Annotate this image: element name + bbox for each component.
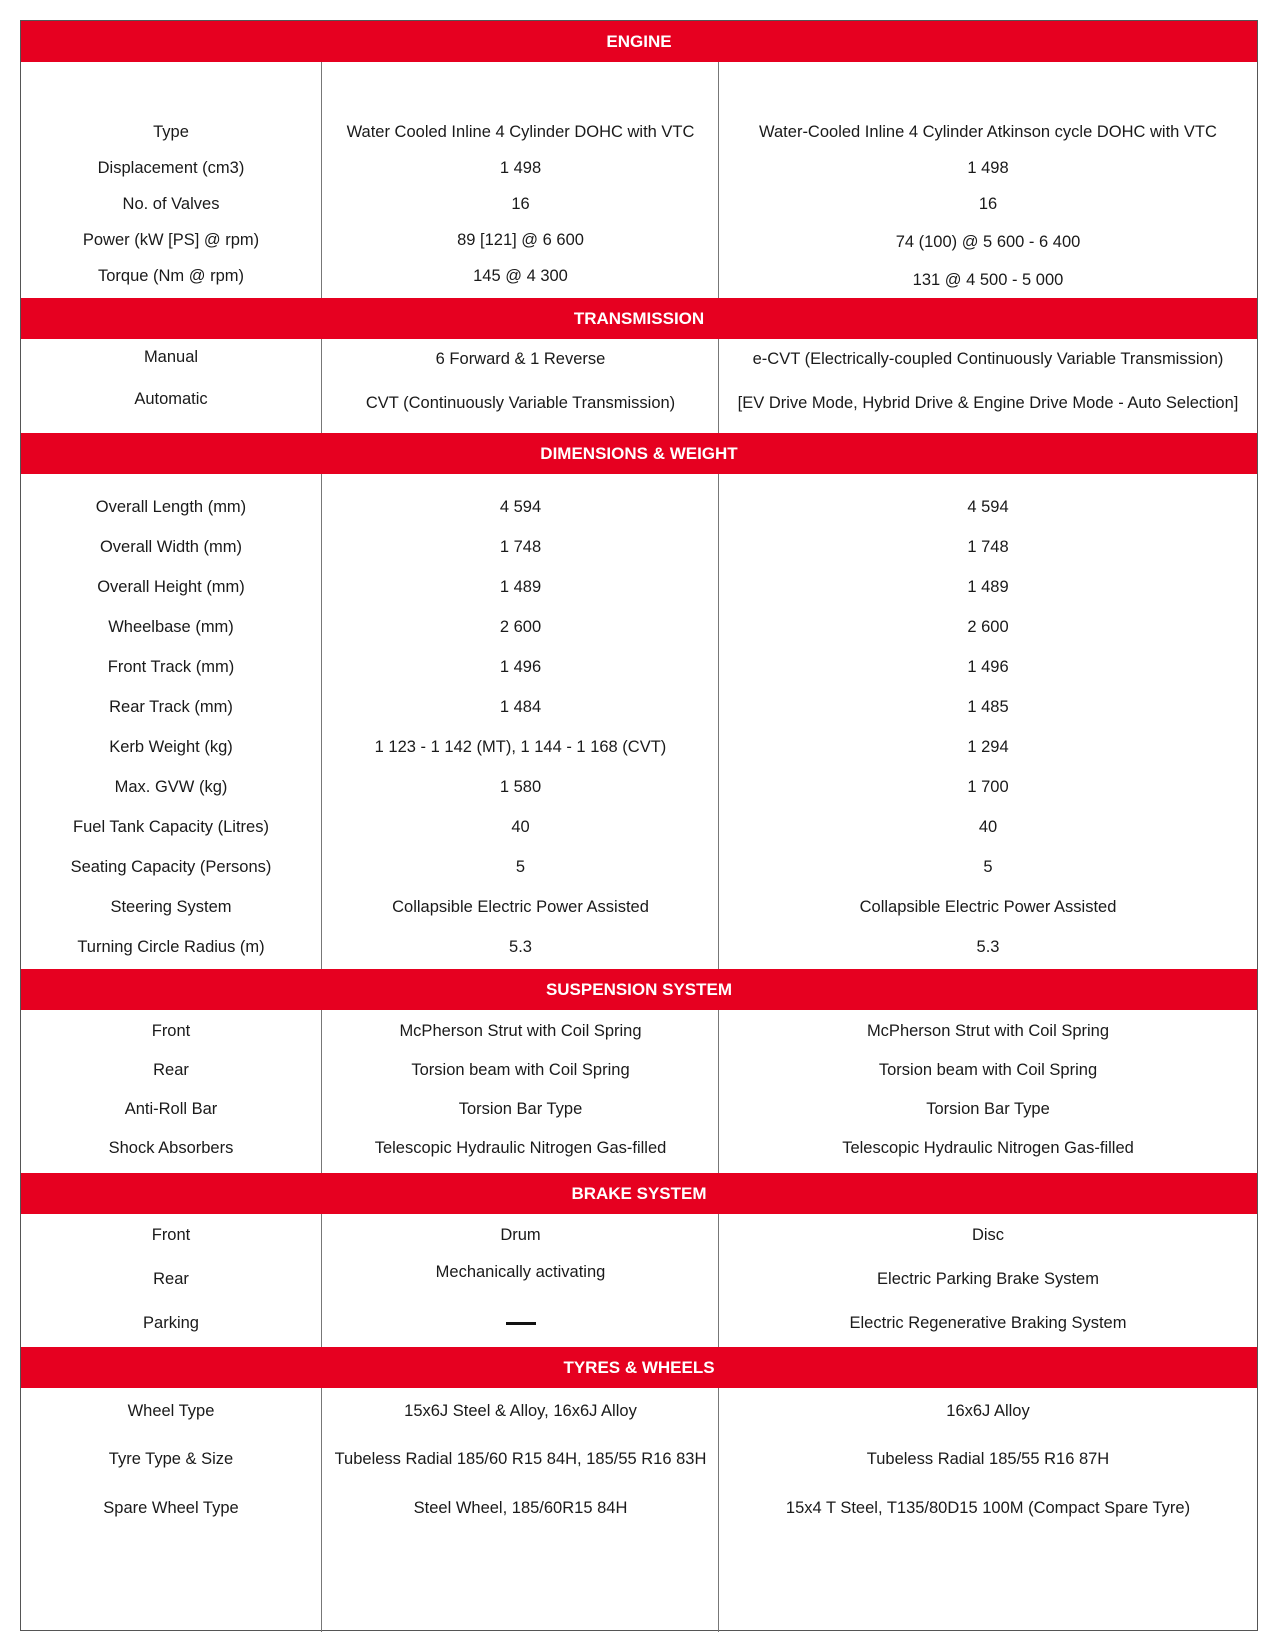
variant-2-value: 4 594 [967, 498, 1009, 516]
column-3 [718, 1214, 1257, 1347]
variant-1-value: Collapsible Electric Power Assisted [392, 898, 649, 916]
section-body-suspension-system [21, 1010, 1257, 1173]
variant-2-value: 1 498 [967, 159, 1009, 177]
column-2 [321, 339, 719, 433]
column-2 [321, 1214, 719, 1347]
variant-2-value: 40 [978, 818, 998, 836]
variant-2-value: Torsion beam with Coil Spring [878, 1061, 1098, 1079]
variant-1-value: 40 [511, 818, 530, 836]
section-body-engine [21, 62, 1257, 298]
variant-2-value: e-CVT (Electrically-coupled Continuously Variable Transmission) [752, 350, 1224, 368]
column-3 [718, 1010, 1257, 1173]
spec-label: Manual [143, 348, 199, 366]
column-1 [21, 1388, 321, 1632]
spec-sheet [20, 20, 1258, 1631]
section-body-brake-system [21, 1214, 1257, 1347]
column-1 [21, 62, 321, 298]
section-header-dimensions-weight: DIMENSIONS & WEIGHT [21, 433, 1257, 474]
spec-label: Max. GVW (kg) [114, 778, 228, 796]
variant-1-value: Drum [500, 1226, 541, 1244]
spec-label: Wheel Type [127, 1402, 215, 1420]
spec-label: Type [153, 123, 189, 141]
variant-1-value: 5.3 [509, 938, 532, 956]
variant-2-value: 1 748 [967, 538, 1009, 556]
dash-icon [506, 1322, 536, 1325]
variant-2-value: 1 294 [967, 738, 1009, 756]
spec-label: Parking [143, 1314, 199, 1332]
variant-2-value: 16x6J Alloy [946, 1402, 1030, 1420]
variant-1-value: 4 594 [499, 498, 542, 516]
spec-label: Steering System [110, 898, 232, 916]
column-3 [718, 1388, 1257, 1632]
variant-2-value: Collapsible Electric Power Assisted [859, 898, 1117, 916]
variant-1-value: 1 489 [499, 578, 542, 596]
spec-label: Automatic [134, 390, 208, 408]
variant-1-value: 145 @ 4 300 [473, 267, 568, 285]
variant-2-value: Telescopic Hydraulic Nitrogen Gas-filled [842, 1139, 1134, 1157]
variant-1-value: McPherson Strut with Coil Spring [399, 1022, 642, 1040]
variant-1-value: 1 580 [499, 778, 542, 796]
variant-1-value: Mechanically activating [435, 1263, 606, 1281]
section-header-suspension-system: SUSPENSION SYSTEM [21, 969, 1257, 1010]
spec-label: Rear [153, 1061, 189, 1079]
variant-2-value: [EV Drive Mode, Hybrid Drive & Engine Drive Mode - Auto Selection] [737, 394, 1239, 412]
spec-label: Seating Capacity (Persons) [70, 858, 272, 876]
column-1 [21, 339, 321, 433]
variant-2-value: McPherson Strut with Coil Spring [866, 1022, 1110, 1040]
spec-label: Wheelbase (mm) [108, 618, 234, 636]
not-available-dash [322, 1313, 719, 1333]
variant-1-value: 1 123 - 1 142 (MT), 1 144 - 1 168 (CVT) [374, 738, 667, 756]
spec-label: Power (kW [PS] @ rpm) [82, 231, 260, 249]
variant-1-value: 2 600 [499, 618, 542, 636]
spec-label: Torque (Nm @ rpm) [97, 267, 245, 285]
variant-2-value: Disc [971, 1226, 1005, 1244]
variant-1-value: 1 484 [499, 698, 542, 716]
section-body-transmission [21, 339, 1257, 433]
variant-1-value: Tubeless Radial 185/60 R15 84H, 185/55 R16 83H [334, 1450, 707, 1468]
section-header-brake-system: BRAKE SYSTEM [21, 1173, 1257, 1214]
variant-2-value: 2 600 [967, 618, 1009, 636]
column-1 [21, 474, 321, 969]
variant-1-value: 1 748 [499, 538, 542, 556]
variant-1-value: CVT (Continuously Variable Transmission) [365, 394, 676, 412]
column-3 [718, 62, 1257, 298]
spec-label: Front Track (mm) [107, 658, 235, 676]
spec-label: Front [151, 1022, 191, 1040]
column-1 [21, 1214, 321, 1347]
spec-label: Shock Absorbers [108, 1139, 234, 1157]
variant-1-value: 6 Forward & 1 Reverse [435, 350, 606, 368]
variant-2-value: Tubeless Radial 185/55 R16 87H [866, 1450, 1110, 1468]
variant-2-value: 74 (100) @ 5 600 - 6 400 [895, 233, 1081, 251]
spec-label: Rear Track (mm) [109, 698, 233, 716]
variant-2-value: 16 [978, 195, 998, 213]
spec-label: Turning Circle Radius (m) [77, 938, 265, 956]
spec-label: Overall Width (mm) [99, 538, 243, 556]
variant-2-value: 131 @ 4 500 - 5 000 [912, 271, 1064, 289]
spec-label: Front [151, 1226, 191, 1244]
variant-1-value: Steel Wheel, 185/60R15 84H [413, 1499, 628, 1517]
column-3 [718, 339, 1257, 433]
section-header-engine: ENGINE [21, 21, 1257, 62]
variant-2-value: Torsion Bar Type [926, 1100, 1050, 1118]
variant-2-value: Electric Regenerative Braking System [849, 1314, 1127, 1332]
column-3 [718, 474, 1257, 969]
spec-label: Overall Height (mm) [97, 578, 245, 596]
variant-1-value: 1 498 [499, 159, 542, 177]
variant-1-value: 1 496 [499, 658, 542, 676]
variant-2-value: Water-Cooled Inline 4 Cylinder Atkinson cycle DOHC with VTC [759, 123, 1217, 141]
spec-label: Kerb Weight (kg) [109, 738, 233, 756]
spec-label: Spare Wheel Type [103, 1499, 239, 1517]
variant-2-value: 1 489 [967, 578, 1009, 596]
spec-label: Rear [153, 1270, 189, 1288]
variant-1-value: 89 [121] @ 6 600 [457, 231, 584, 249]
column-2 [321, 62, 719, 298]
variant-2-value: 15x4 T Steel, T135/80D15 100M (Compact Spare Tyre) [785, 1499, 1191, 1517]
spec-label: No. of Valves [122, 195, 220, 213]
section-header-tyres-wheels: TYRES & WHEELS [21, 1347, 1257, 1388]
section-body-dimensions-weight [21, 474, 1257, 969]
variant-1-value: 5 [515, 858, 526, 876]
variant-1-value: 15x6J Steel & Alloy, 16x6J Alloy [404, 1402, 637, 1420]
spec-label: Overall Length (mm) [95, 498, 247, 516]
variant-1-value: Telescopic Hydraulic Nitrogen Gas-filled [374, 1139, 667, 1157]
column-1 [21, 1010, 321, 1173]
variant-2-value: 1 485 [967, 698, 1009, 716]
section-header-transmission: TRANSMISSION [21, 298, 1257, 339]
variant-1-value: Torsion beam with Coil Spring [411, 1061, 630, 1079]
variant-2-value: 1 496 [967, 658, 1009, 676]
variant-2-value: 5.3 [976, 938, 1000, 956]
variant-1-value: Water Cooled Inline 4 Cylinder DOHC with VTC [346, 123, 695, 141]
variant-1-value: Torsion Bar Type [458, 1100, 583, 1118]
variant-2-value: 1 700 [967, 778, 1009, 796]
section-body-tyres-wheels [21, 1388, 1257, 1632]
column-2 [321, 1388, 719, 1632]
variant-1-value: 16 [511, 195, 530, 213]
variant-2-value: Electric Parking Brake System [877, 1270, 1099, 1288]
spec-label: Fuel Tank Capacity (Litres) [73, 818, 269, 836]
spec-label: Displacement (cm3) [97, 159, 245, 177]
spec-label: Anti-Roll Bar [124, 1100, 218, 1118]
spec-label: Tyre Type & Size [108, 1450, 234, 1468]
variant-2-value: 5 [983, 858, 993, 876]
column-2 [321, 1010, 719, 1173]
column-2 [321, 474, 719, 969]
